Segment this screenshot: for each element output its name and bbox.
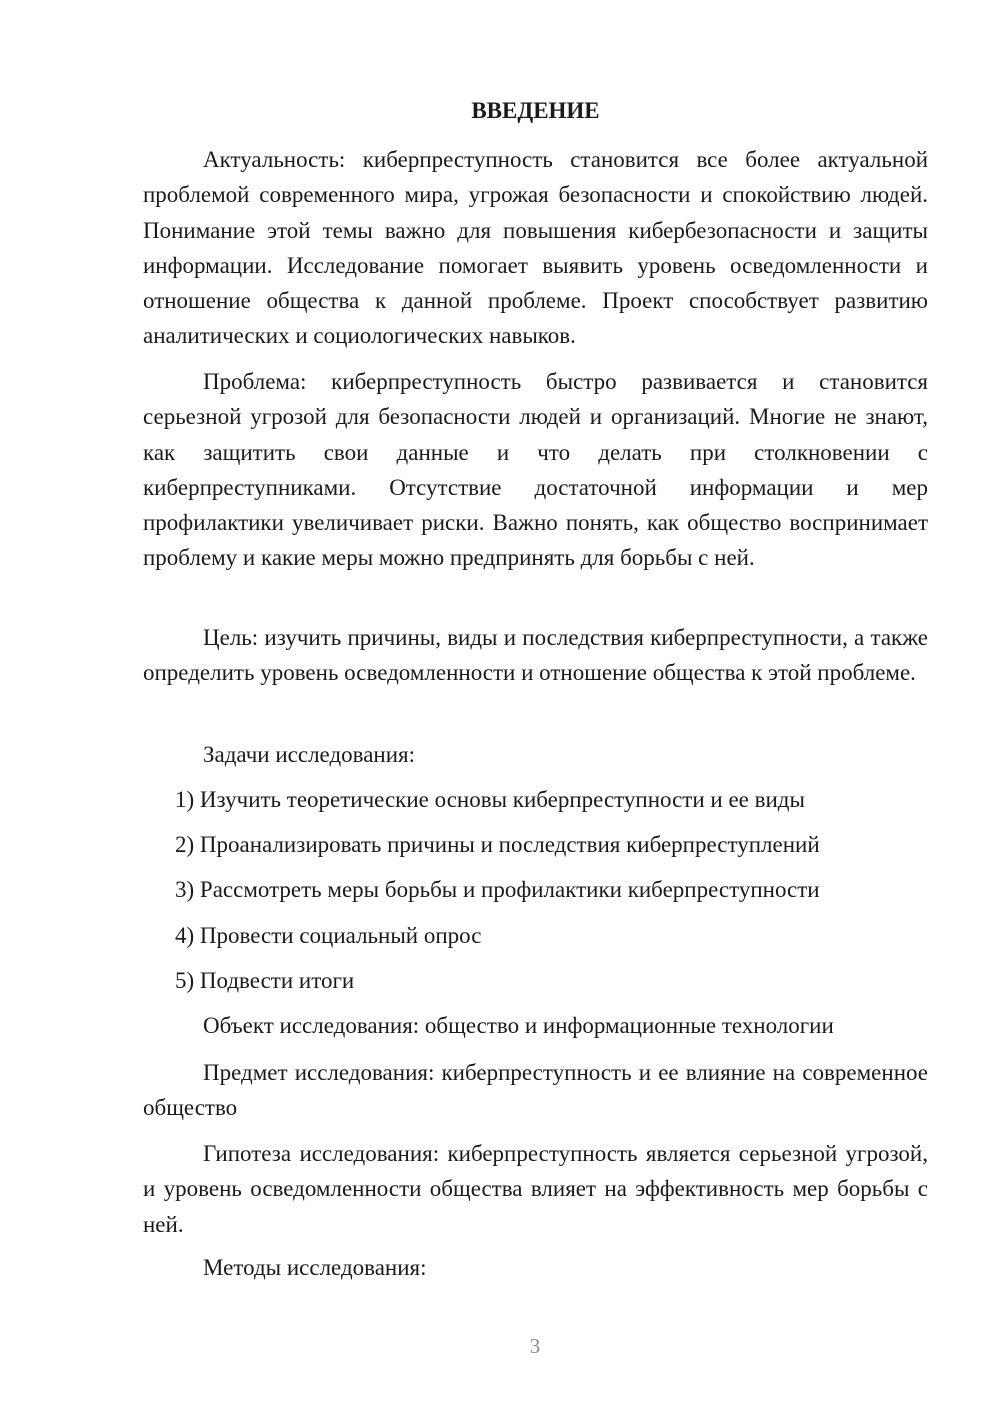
task-item: 4) Провести социальный опрос [175,923,482,948]
page-number: 3 [529,1334,541,1358]
page-title: ВВЕДЕНИЕ [471,98,600,123]
problem-paragraph: Проблема: киберпреступность быстро развивается и становится серьезной угрозой для безопасности людей и организаций. Многие не знают, как защитить свои данные и что делать при столкновении с киберпреступниками. Отсутствие достаточной информации и мер профилактики увеличивает риски. Важно понять, как общество воспринимает проблему и какие меры можно предпринять для борьбы с ней. [143,369,928,571]
tasks-heading: Задачи исследования: [203,742,416,767]
methods-heading: Методы исследования: [203,1255,427,1280]
task-item: 3) Рассмотреть меры борьбы и профилактики киберпреступности [175,877,820,902]
goal-paragraph: Цель: изучить причины, виды и последствия киберпреступности, а также определить уровень осведомленности и отношение общества к этой проблеме. [143,625,928,686]
object-paragraph: Объект исследования: общество и информационные технологии [203,1013,834,1038]
task-item: 1) Изучить теоретические основы киберпреступности и ее виды [175,787,805,812]
subject-paragraph: Предмет исследования: киберпреступность и ее влияние на современное общество [143,1060,928,1121]
hypothesis-paragraph: Гипотеза исследования: киберпреступность является серьезной угрозой, и уровень осведомленности общества влияет на эффективность мер борьбы с ней. [143,1141,928,1237]
task-item: 5) Подвести итоги [175,968,355,993]
task-item: 2) Проанализировать причины и последствия киберпреступлений [175,832,820,857]
relevance-paragraph: Актуальность: киберпреступность становится все более актуальной проблемой современного мира, угрожая безопасности и спокойствию людей. Понимание этой темы важно для повышения кибербезопасности и защиты информации. Исследование помогает выявить уровень осведомленности и отношение общества к данной проблеме. Проект способствует развитию аналитических и социологических навыков. [143,147,928,349]
